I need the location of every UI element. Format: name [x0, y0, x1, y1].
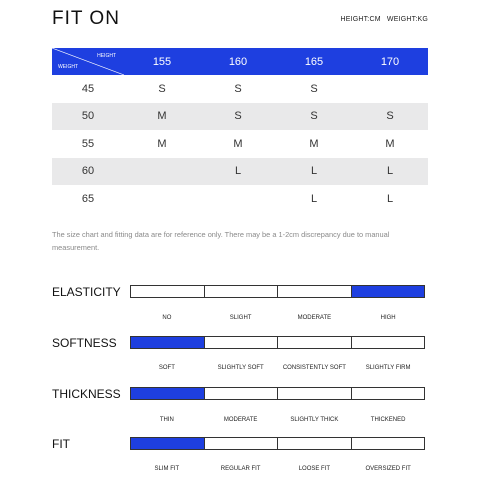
weight-cell: 60 — [81, 165, 95, 178]
weight-cell: 45 — [81, 82, 95, 95]
scale-segment — [131, 388, 205, 399]
size-cell: L — [234, 165, 242, 178]
elasticity-options — [130, 315, 425, 321]
scale-segment — [131, 337, 205, 348]
softness-scale — [130, 336, 425, 349]
height-header: 165 — [304, 55, 324, 68]
option-label: HIGH — [380, 315, 396, 321]
elasticity-scale — [130, 285, 425, 298]
size-cell — [352, 75, 428, 103]
option-label: CONSISTENTLY SOFT — [282, 365, 346, 371]
size-cell: M — [309, 137, 319, 150]
scale-segment — [205, 337, 279, 348]
table-corner-cell — [52, 48, 124, 75]
fit-scale — [130, 437, 425, 450]
size-cell: M — [157, 110, 167, 123]
weight-cell: 50 — [81, 110, 95, 123]
scale-segment — [352, 388, 425, 399]
size-cell — [124, 158, 200, 186]
option-label: SLIGHTLY SOFT — [217, 365, 264, 371]
softness-options — [130, 365, 425, 371]
option-label: REGULAR FIT — [220, 466, 261, 472]
units-legend — [340, 16, 428, 23]
option-label: THIN — [159, 417, 174, 423]
option-label: SLIGHT — [229, 315, 252, 321]
size-cell: S — [310, 110, 318, 123]
page-title: FIT ON — [52, 8, 120, 29]
option-label: LOOSE FIT — [298, 466, 331, 472]
thickness-scale — [130, 387, 425, 400]
option-label: OVERSIZED FIT — [365, 466, 411, 472]
size-cell: L — [386, 192, 394, 205]
option-label: MODERATE — [223, 417, 258, 423]
option-label: SOFT — [158, 365, 175, 371]
size-cell: M — [385, 137, 395, 150]
fit-options — [130, 466, 425, 472]
weight-cell: 55 — [81, 137, 95, 150]
size-cell: S — [234, 82, 242, 95]
attribute-label-softness: SOFTNESS — [52, 336, 117, 350]
thickness-options — [130, 417, 425, 423]
scale-segment — [352, 286, 425, 297]
option-label: SLIGHTLY FIRM — [365, 365, 411, 371]
scale-segment — [205, 388, 279, 399]
corner-height-label: HEIGHT — [97, 53, 116, 59]
size-cell: M — [233, 137, 243, 150]
size-cell — [200, 185, 276, 213]
option-label: SLIM FIT — [154, 466, 180, 472]
size-cell: L — [310, 165, 318, 178]
table-row — [52, 185, 428, 213]
size-cell: S — [158, 82, 166, 95]
scale-segment — [352, 337, 425, 348]
height-header: 160 — [228, 55, 248, 68]
size-cell: L — [386, 165, 394, 178]
disclaimer-note: The size chart and fitting data are for reference only. There may be a 1-2cm discrepancy due to manual measurement. — [52, 230, 390, 252]
size-chart-table — [52, 48, 428, 213]
scale-segment — [131, 438, 205, 449]
option-label: NO — [162, 315, 172, 321]
table-row — [52, 130, 428, 158]
scale-segment — [131, 286, 205, 297]
scale-segment — [352, 438, 425, 449]
units-height: HEIGHT:CM — [340, 16, 381, 23]
option-label: SLIGHTLY THICK — [290, 417, 339, 423]
height-header: 155 — [152, 55, 172, 68]
option-label: THICKENED — [370, 417, 406, 423]
scale-segment — [278, 388, 352, 399]
size-cell: S — [234, 110, 242, 123]
scale-segment — [205, 286, 279, 297]
attribute-label-fit: FIT — [52, 437, 70, 451]
scale-segment — [278, 337, 352, 348]
height-header: 170 — [380, 55, 400, 68]
size-cell: M — [157, 137, 167, 150]
attribute-label-thickness: THICKNESS — [52, 387, 121, 401]
table-row — [52, 103, 428, 131]
size-cell: S — [310, 82, 318, 95]
table-row — [52, 75, 428, 103]
table-row — [52, 158, 428, 186]
corner-weight-label: WEIGHT — [58, 64, 78, 70]
size-cell: L — [310, 192, 318, 205]
scale-segment — [205, 438, 279, 449]
option-label: MODERATE — [297, 315, 332, 321]
scale-segment — [278, 286, 352, 297]
size-cell — [124, 185, 200, 213]
size-cell: S — [386, 110, 394, 123]
weight-cell: 65 — [81, 192, 95, 205]
attribute-label-elasticity: ELASTICITY — [52, 285, 121, 299]
scale-segment — [278, 438, 352, 449]
units-weight: WEIGHT:KG — [386, 16, 428, 23]
size-table-header-row — [52, 48, 428, 75]
